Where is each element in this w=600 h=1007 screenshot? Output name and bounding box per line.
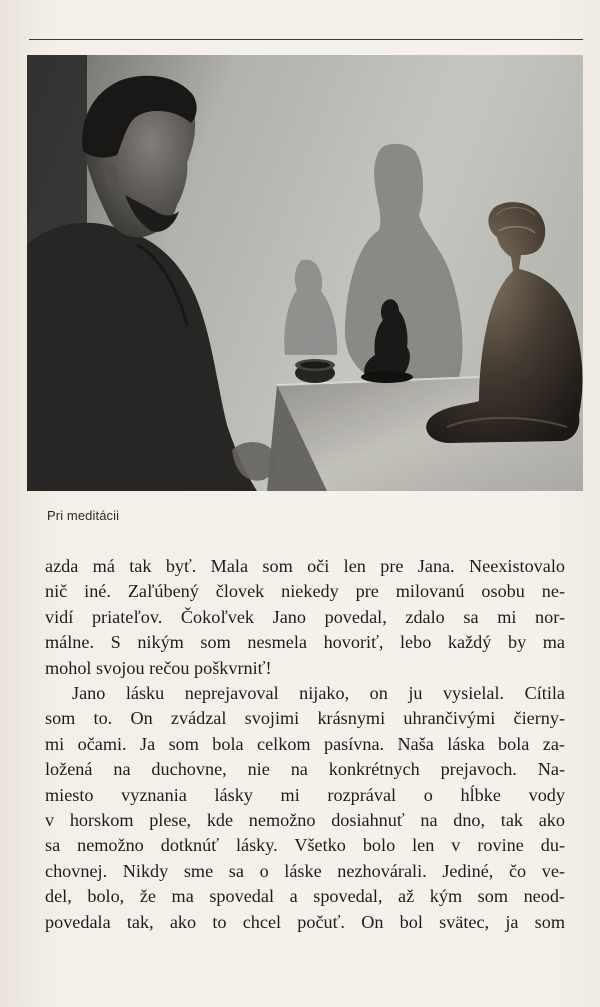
- paragraph-1: [45, 554, 565, 681]
- text-line: Jano lásku neprejavoval nijako, on ju vysielal. Cítila: [72, 683, 565, 704]
- text-line: málne. S nikým som nesmela hovoriť, lebo každý by ma: [45, 632, 565, 653]
- text-line: sa nemožno dotknúť lásky. Všetko bolo len v rovine du-: [45, 835, 565, 856]
- text-line: del, bolo, že ma spovedal a spovedal, až kým som neod-: [45, 886, 565, 907]
- paragraph-2: [45, 681, 565, 935]
- text-line: mohol svojou rečou poškvrniť!: [45, 657, 272, 678]
- text-line: chovnej. Nikdy sme sa o láske nezhovárali. Jediné, čo ve-: [45, 860, 565, 881]
- text-line: som to. On zvádzal svojimi krásnymi uhrančivými čierny-: [45, 708, 565, 729]
- text-line: mi očami. Ja som bola celkom pasívna. Naša láska bola za-: [45, 733, 565, 754]
- body-text: [45, 554, 565, 935]
- text-line: miesto vyznania lásky mi rozprával o hĺbke vody: [45, 784, 565, 805]
- header-rule: [29, 39, 583, 40]
- text-line: povedala tak, ako to chcel počuť. On bol svätec, ja som: [45, 911, 565, 932]
- photo-caption: Pri meditácii: [47, 508, 120, 523]
- meditation-photo: [27, 55, 583, 491]
- text-line: azda má tak byť. Mala som oči len pre Jana. Neexistovalo: [45, 556, 565, 576]
- photograph: [27, 55, 583, 491]
- text-line: nič iné. Zaľúbený človek niekedy pre milovanú osobu ne-: [45, 581, 565, 602]
- text-line: v horskom plese, kde nemožno dosiahnuť na dno, tak ako: [45, 810, 565, 831]
- text-line: ložená na duchovne, nie na konkrétnych prejavoch. Na-: [45, 759, 565, 780]
- text-line: vidí priateľov. Čokoľvek Jano povedal, zdalo sa mi nor-: [45, 606, 565, 627]
